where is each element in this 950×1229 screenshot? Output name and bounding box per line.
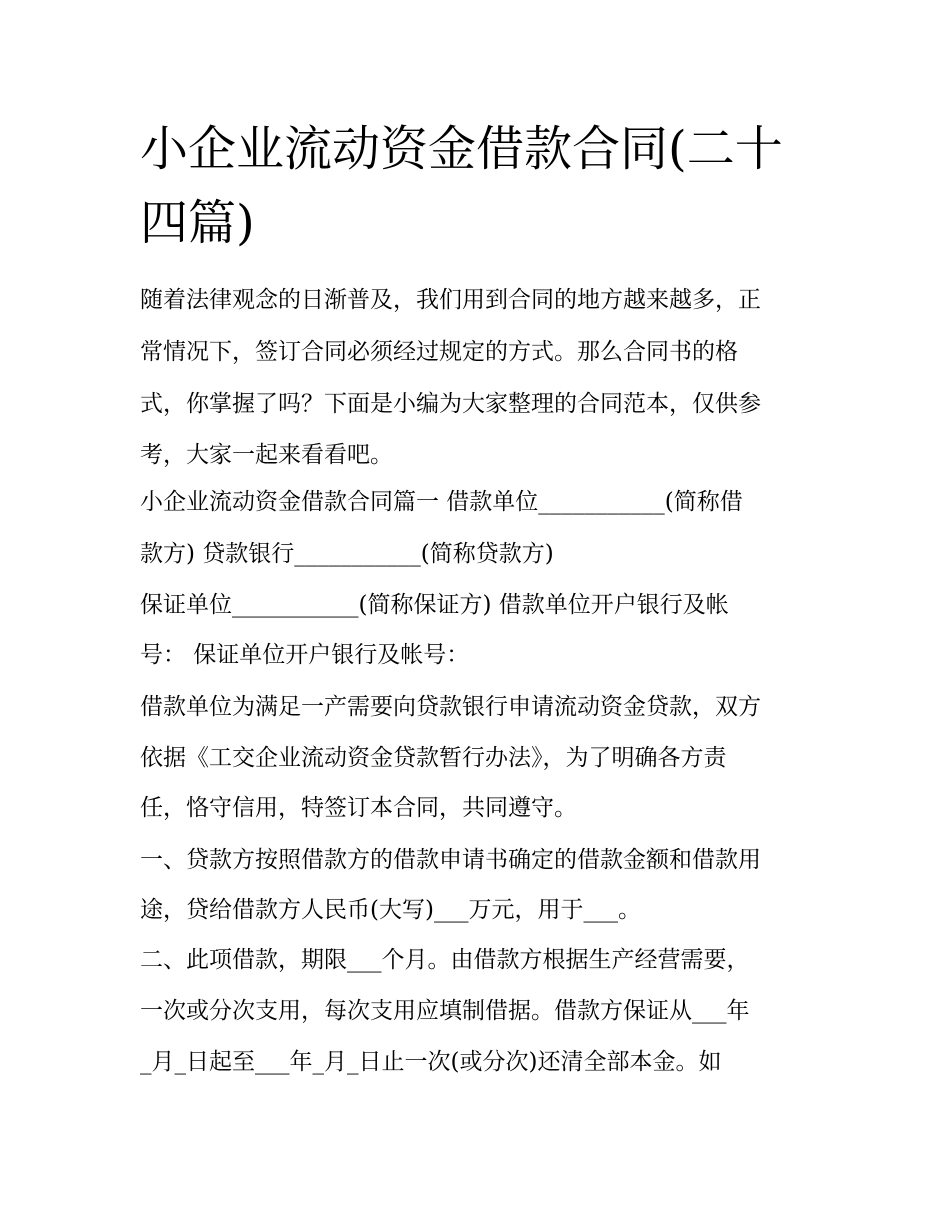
body-line: 一次或分次支用，每次支用应填制借据。借款方保证从___年: [140, 998, 750, 1024]
body-line: 常情况下，签订合同必须经过规定的方式。那么合同书的格: [140, 339, 738, 365]
body-line: 一、贷款方按照借款方的借款申请书确定的借款金额和借款用: [140, 847, 761, 873]
body-line: 保证单位___________(简称保证方) 借款单位开户银行及帐: [140, 592, 729, 618]
body-line: 款方) 贷款银行___________(简称贷款方): [140, 541, 554, 567]
body-line: 任，恪守信用，特签订本合同，共同遵守。: [140, 795, 577, 821]
body-line: 号： 保证单位开户银行及帐号：: [140, 642, 470, 668]
title-line-1: 小企业流动资金借款合同(二十: [140, 121, 783, 177]
body-line: 依据《工交企业流动资金贷款暂行办法》，为了明确各方责: [140, 745, 727, 771]
body-line: 小企业流动资金借款合同篇一 借款单位___________(简称借: [140, 489, 743, 515]
body-line: 考，大家一起来看看吧。: [140, 442, 393, 468]
body-line: 途，贷给借款方人民币(大写)___万元，用于___。: [140, 897, 641, 923]
document-title: [140, 112, 830, 260]
title-line-2: 四篇): [140, 195, 255, 251]
body-line: 随着法律观念的日渐普及，我们用到合同的地方越来越多，正: [140, 287, 761, 313]
body-line: 二、此项借款，期限___个月。由借款方根据生产经营需要，: [140, 947, 750, 973]
body-line: _月_日起至___年_月_日止一次(或分次)还清全部本金。如: [140, 1049, 722, 1075]
body-line: 借款单位为满足一产需要向贷款银行申请流动资金贷款，双方: [140, 694, 761, 720]
body-line: 式，你掌握了吗？下面是小编为大家整理的合同范本，仅供参: [140, 391, 761, 417]
